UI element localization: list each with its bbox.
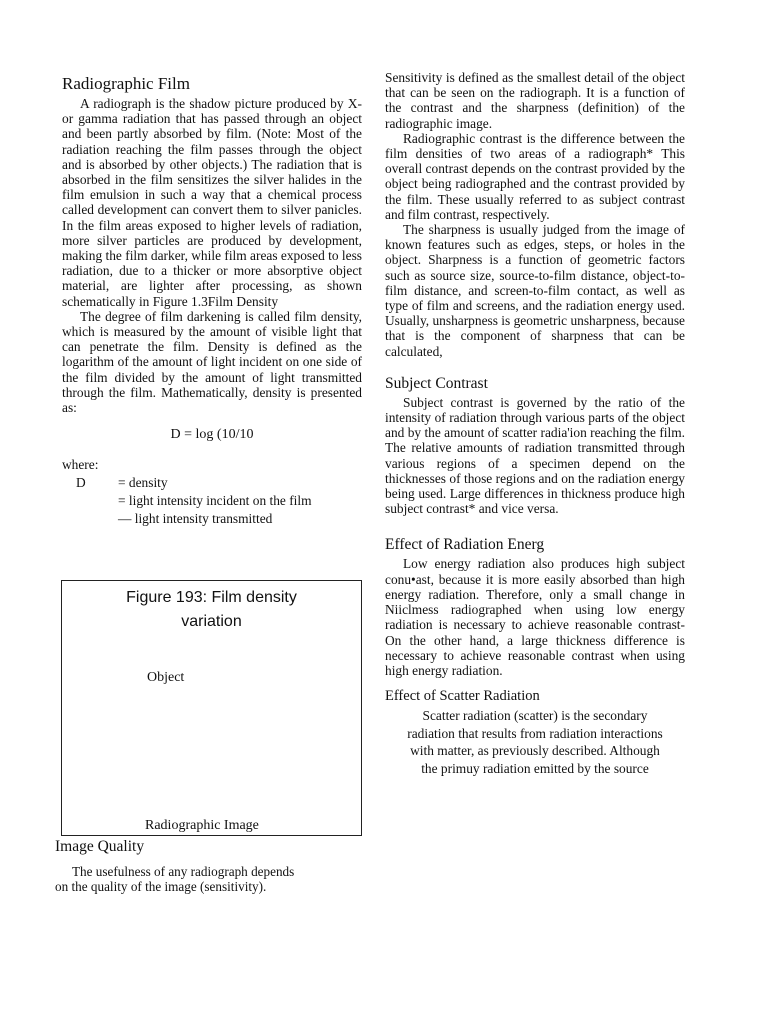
paragraph-sensitivity: Sensitivity is defined as the smallest detail of the object that can be seen on the radiograph. It is a function of the contrast and the sharpness (definition) of the radiographic image. bbox=[385, 70, 685, 131]
definition-text: — light intensity transmitted bbox=[118, 510, 273, 526]
paragraph-subject-contrast: Subject contrast is governed by the ratio of the intensity of radiation through various parts of the object and by the amount of scatter radia'ion reaching the film. The relative amounts of radiation transmitted through various regions of a specimen depend on the thicknesses of those regions and on the radiation energy being used. Large differences in thickness produce high subject contrast* and vice versa. bbox=[385, 394, 685, 517]
left-column bbox=[62, 70, 362, 528]
text-line: radiation that results from radiation interactions bbox=[407, 725, 663, 741]
definition-symbol bbox=[62, 510, 118, 528]
section-title-subject-contrast: Subject Contrast bbox=[385, 374, 488, 392]
definition-row bbox=[62, 510, 362, 528]
text-line: Scatter radiation (scatter) is the secondary bbox=[422, 708, 648, 724]
where-label: where: bbox=[62, 457, 99, 473]
definition-text: = density bbox=[118, 474, 168, 490]
section-title-radiation-energy: Effect of Radiation Energ bbox=[385, 536, 545, 554]
figure-radiographic-image-label: Radiographic Image bbox=[145, 818, 259, 833]
definition-symbol bbox=[62, 492, 118, 510]
text-line: on the quality of the image (sensitivity). bbox=[55, 879, 267, 894]
paragraph-radiographic-contrast: Radiographic contrast is the difference between the film densities of two areas of a radiograph* This overall contrast depends on the contrast provided by the object being radiographed and the contrast provided by the film. These usually referred to as subject contrast and film contrast, respectively. bbox=[385, 130, 685, 222]
figure-caption-line: Figure 193: Film density bbox=[126, 589, 297, 606]
section-title-image-quality: Image Quality bbox=[55, 838, 145, 855]
figure-caption-line: variation bbox=[181, 613, 242, 630]
figure-object-label: Object bbox=[147, 670, 185, 685]
text-line: the primuy radiation emitted by the source bbox=[421, 760, 649, 776]
definition-text: = light intensity incident on the film bbox=[118, 492, 312, 508]
image-quality-text bbox=[55, 864, 355, 894]
image-quality-section bbox=[55, 838, 355, 894]
figure-film-density-variation bbox=[61, 580, 362, 836]
right-column bbox=[385, 70, 685, 777]
paragraph-radiograph-definition: A radiograph is the shadow picture produced by X- or gamma radiation that has passed through an object and been partly absorbed by film. (Note: Most of the radiation reaching the film passes through the object and is absorbed by other objects.) The radiation that is absorbed in the film sensitizes the silver halides in the film emulsion in such a way that a chemical process called development can convert them to silver panicles. In the film areas exposed to higher levels of radiation, more silver particles are produced by development, making the film darker, while film areas exposed to less radiation, due to a thicker or more absorptive object material, are lighter after processing, as shown schematically in Figure 1.3Film Density bbox=[62, 96, 362, 309]
paragraph-film-density: The degree of film darkening is called film density, which is measured by the amount of visible light that can penetrate the film. Density is defined as the logarithm of the amount of light incident on one side of the film divided by the amount of light transmitted through the film. Mathematically, density is presented as: bbox=[62, 308, 362, 416]
text-line: The usefulness of any radiograph depends bbox=[72, 864, 295, 879]
text-line: with matter, as previously described. Although bbox=[410, 743, 660, 759]
definition-symbol: D bbox=[76, 474, 86, 490]
section-title-radiographic-film: Radiographic Film bbox=[62, 74, 190, 93]
definition-row bbox=[62, 492, 362, 510]
scatter-radiation-text bbox=[385, 707, 685, 777]
paragraph-radiation-energy: Low energy radiation also produces high subject conu•ast, because it is more easily absorbed than high energy radiation. Therefore, only a small change in Niiclmess radiographed when using low energy radiation is necessary to achieve reasonable contrast- On the other hand, a large thickness difference is necessary to achieve reasonable contrast when using high energy radiation. bbox=[385, 556, 685, 678]
figure-caption bbox=[62, 586, 361, 634]
paragraph-sharpness: The sharpness is usually judged from the image of known features such as edges, steps, or holes in the object. Sharpness is a function of geometric factors such as source size, source-to-film distance, object-to-film distance, and screen-to-film contact, as well as type of film and screens, and the radiation energy used. Usually, unsharpness is geometric unsharpness, because that is the component of sharpness that can be calculated, bbox=[385, 222, 685, 359]
section-title-scatter-radiation: Effect of Scatter Radiation bbox=[385, 688, 540, 705]
density-formula: D = log (10/10 bbox=[170, 427, 254, 443]
definition-row bbox=[62, 474, 362, 492]
